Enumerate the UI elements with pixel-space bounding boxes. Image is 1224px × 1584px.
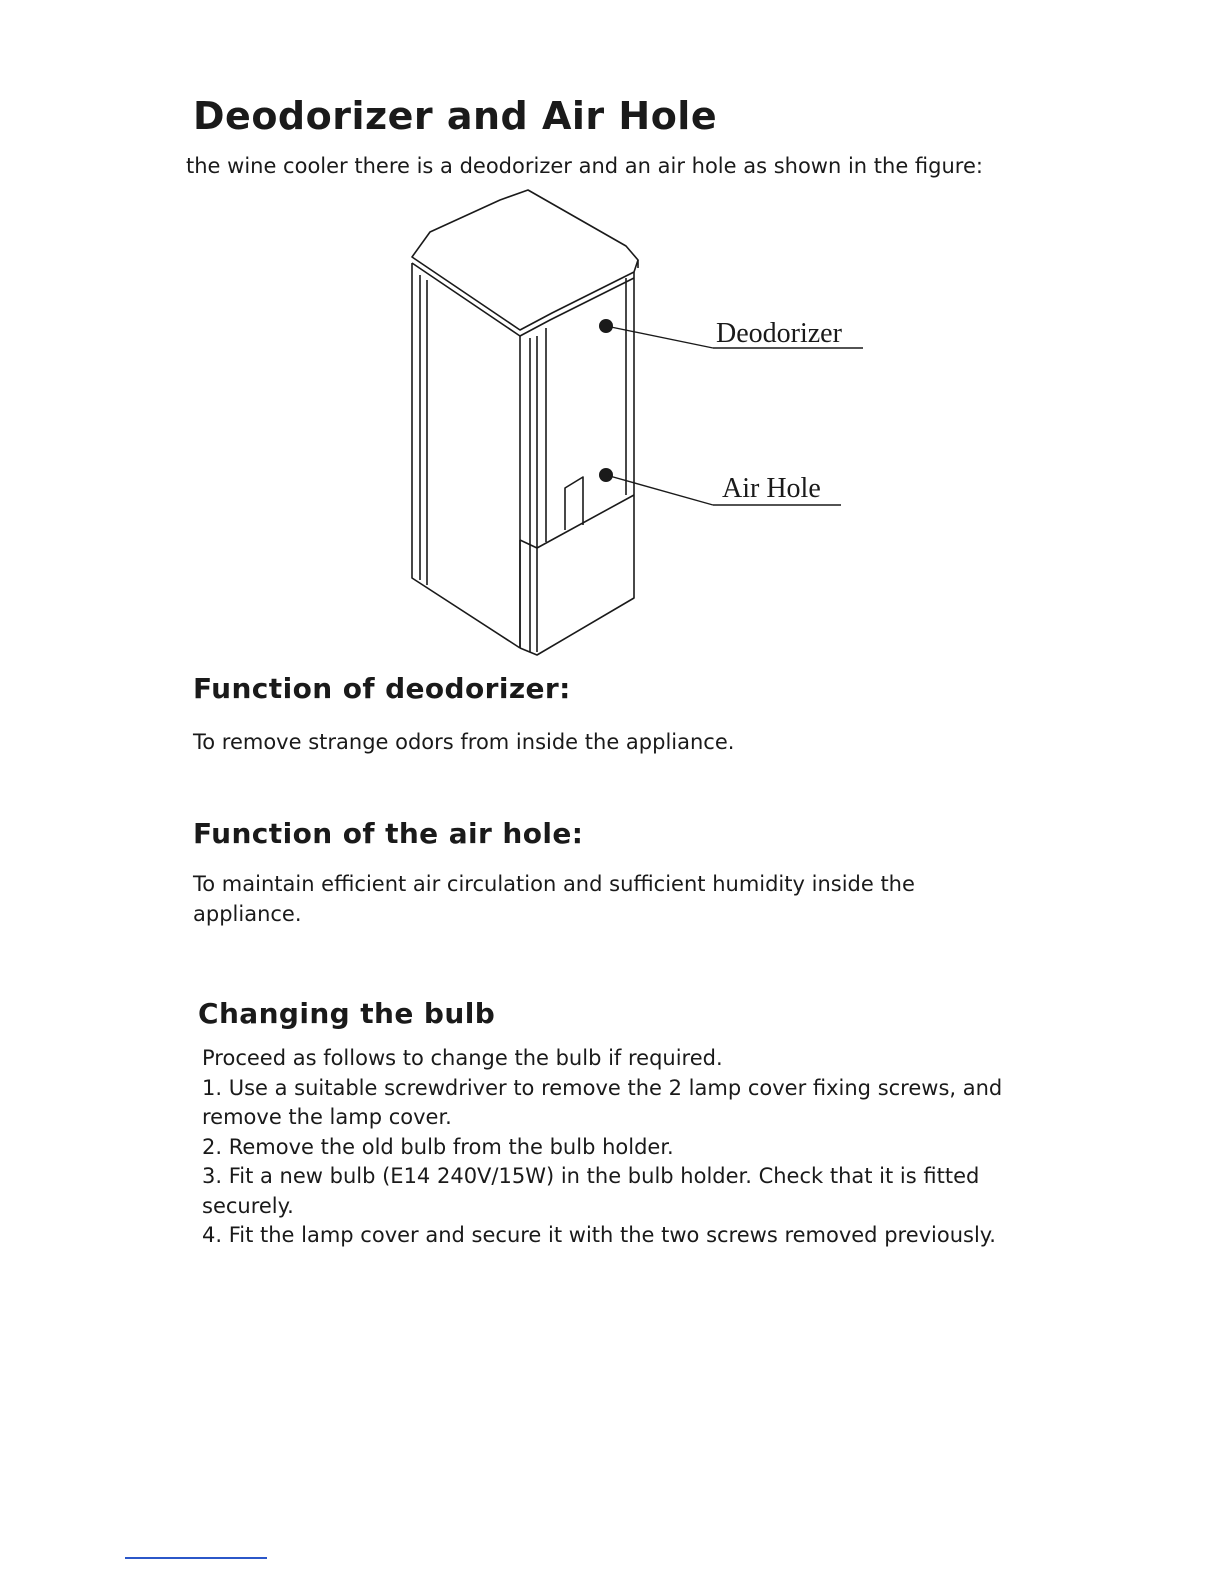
cabinet-top <box>412 190 638 330</box>
text-line: appliance. <box>193 901 302 926</box>
text-line: 2. Remove the old bulb from the bulb holder. <box>202 1134 674 1159</box>
air-vent-slot <box>565 477 583 530</box>
footer-rule <box>125 1557 267 1559</box>
text-line: 3. Fit a new bulb (E14 240V/15W) in the bulb holder. Check that it is fitted <box>202 1164 980 1188</box>
text-line: securely. <box>202 1193 294 1218</box>
deodorizer-label: Deodorizer <box>716 318 842 349</box>
deodorizer-heading: Function of deodorizer: <box>193 672 571 705</box>
text-line: 4. Fit the lamp cover and secure it with the two screws removed previously. <box>202 1223 996 1247</box>
intro-text: the wine cooler there is a deodorizer and an air hole as shown in the figure: <box>186 154 983 178</box>
text-line: 1. Use a suitable screwdriver to remove the 2 lamp cover fixing screws, and <box>202 1075 1003 1100</box>
bulb-heading: Changing the bulb <box>198 997 496 1030</box>
wine-cooler-diagram <box>400 185 880 660</box>
air-hole-text <box>193 870 915 929</box>
text-line: To maintain efficient air circulation and sufficient humidity inside the <box>193 872 915 896</box>
deodorizer-text: To remove strange odors from inside the appliance. <box>193 730 735 754</box>
cabinet-side <box>412 263 520 648</box>
air-hole-heading: Function of the air hole: <box>193 817 584 850</box>
text-line: Proceed as follows to change the bulb if required. <box>202 1046 723 1070</box>
page-title: Deodorizer and Air Hole <box>193 94 718 138</box>
bulb-instructions <box>202 1044 1002 1251</box>
text-line: remove the lamp cover. <box>202 1105 452 1129</box>
air-hole-label: Air Hole <box>722 473 821 504</box>
